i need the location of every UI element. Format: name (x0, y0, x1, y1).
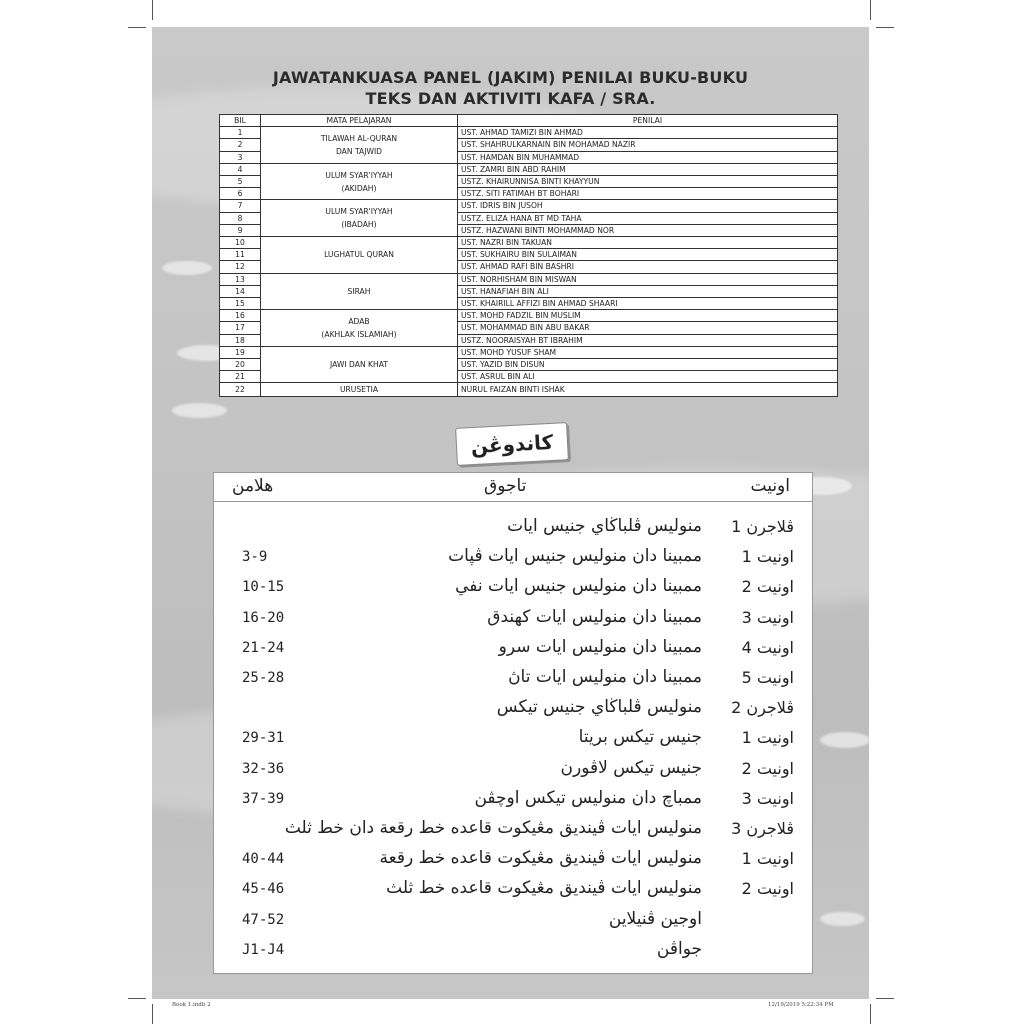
toc-unit: ڤلاجرن 2 (731, 698, 794, 718)
toc-unit: ڤلاجرن 3 (731, 819, 794, 838)
assessor-name: USTZ. NOORAISYAH BT IBRAHIM (458, 334, 838, 346)
row-number: 13 (220, 273, 261, 285)
subject-name: DAN TAJWID (335, 147, 383, 156)
toc-pages: 45-46 (242, 881, 285, 898)
toc-pages: 21-24 (242, 639, 285, 656)
toc-pages: 10-15 (242, 579, 285, 596)
background-decoration (172, 403, 227, 418)
assessor-name: UST. AHMAD TAMIZI BIN AHMAD (458, 127, 838, 139)
header-unit: اونيت (750, 476, 790, 496)
subject-cell (261, 163, 458, 200)
assessor-name: USTZ. HAZWANI BINTI MOHAMMAD NOR (458, 224, 838, 236)
assessor-name: UST. YAZID BIN DISUN (458, 359, 838, 371)
toc-unit: اونيت 3 (741, 788, 794, 808)
table-row (220, 200, 838, 212)
row-number: 9 (220, 224, 261, 236)
subject-name: ULUM SYAR'IYYAH (325, 170, 393, 180)
assessor-name: USTZ. KHAIRUNNISA BINTI KHAYYUN (458, 176, 838, 188)
assessor-name: USTZ. SITI FATIMAH BT BOHARI (458, 188, 838, 200)
table-header-row (220, 115, 838, 127)
toc-row (214, 724, 812, 754)
assessor-name: UST. NORHISHAM BIN MISWAN (458, 273, 838, 285)
toc-row (214, 936, 812, 966)
toc-pages: 3-9 (242, 549, 268, 566)
panel-table (219, 114, 838, 397)
row-number: 10 (220, 237, 261, 249)
toc-unit: اونيت 2 (741, 879, 794, 899)
toc-topic: ممبينا دان منوليس ايات كهندق (487, 606, 702, 627)
assessor-name: UST. HAMDAN BIN MUHAMMAD (458, 151, 838, 163)
contents-label: كاندوڠن (455, 422, 569, 466)
row-number: 11 (220, 249, 261, 261)
toc-row (214, 664, 812, 694)
header-bil: BIL (220, 115, 261, 127)
toc-row (214, 755, 812, 785)
subject-cell (261, 346, 458, 383)
toc-unit: ڤلاجرن 1 (731, 517, 794, 536)
subject-name: LUGHATUL QURAN (324, 250, 394, 260)
toc-topic: ممباچ دان منوليس تيكس اوچڤن (474, 787, 702, 808)
toc-unit: اونيت 1 (741, 728, 794, 748)
assessor-name: UST. IDRIS BIN JUSOH (458, 200, 838, 212)
toc-pages: 16-20 (242, 609, 285, 626)
row-number: 15 (220, 298, 261, 310)
subject-name: TILAWAH AL-QURAN (320, 134, 398, 143)
toc-row (214, 513, 812, 543)
row-number: 22 (220, 383, 261, 397)
subject-cell (261, 127, 458, 164)
toc-unit: اونيت 5 (741, 668, 794, 687)
subject-name: (AKIDAH) (341, 183, 377, 193)
toc-pages: 40-44 (242, 851, 285, 868)
subject-cell (261, 200, 458, 237)
row-number: 1 (220, 127, 261, 139)
toc-topic: ممبينا دان منوليس ايات سرو (498, 636, 702, 657)
toc-unit: اونيت 4 (741, 637, 794, 657)
subject-cell (261, 383, 458, 397)
toc-row (214, 875, 812, 905)
toc-topic: ممبينا دان منوليس ايات تاڽ (508, 667, 702, 687)
toc-row (214, 845, 812, 875)
assessor-name: UST. ASRUL BIN ALI (458, 371, 838, 383)
table-row (220, 163, 838, 175)
assessor-name: USTZ. ELIZA HANA BT MD TAHA (458, 212, 838, 224)
assessor-name: NURUL FAIZAN BINTI ISHAK (458, 383, 838, 397)
toc-pages: 47-52 (242, 911, 285, 928)
toc-topic: جنيس تيكس بريتا (578, 727, 702, 748)
assessor-name: UST. MOHD YUSUF SHAM (458, 346, 838, 358)
assessor-name: UST. SHAHRULKARNAIN BIN MOHAMAD NAZIR (458, 139, 838, 151)
toc-row (214, 815, 812, 845)
table-row (220, 383, 838, 397)
row-number: 17 (220, 322, 261, 334)
row-number: 18 (220, 334, 261, 346)
row-number: 6 (220, 188, 261, 200)
toc-row (214, 785, 812, 815)
toc-unit: اونيت 2 (741, 758, 794, 778)
table-body (220, 127, 838, 397)
assessor-name: UST. SUKHAIRU BIN SULAIMAN (458, 249, 838, 261)
toc-row (214, 604, 812, 634)
toc-topic: جواڤن (656, 938, 702, 959)
row-number: 2 (220, 139, 261, 151)
row-number: 5 (220, 176, 261, 188)
table-row (220, 346, 838, 358)
toc-topic: منوليس ڤلباڬاي جنيس تيكس (496, 697, 702, 718)
row-number: 19 (220, 346, 261, 358)
subject-name: JAWI DAN KHAT (330, 360, 388, 370)
subject-name: ADAB (348, 317, 370, 327)
row-number: 4 (220, 163, 261, 175)
subject-name: URUSETIA (339, 385, 379, 395)
contents-header (214, 473, 812, 502)
toc-row (214, 543, 812, 573)
crop-mark (152, 1004, 153, 1024)
row-number: 20 (220, 359, 261, 371)
background-decoration (820, 912, 865, 926)
table-row (220, 237, 838, 249)
table-row (220, 273, 838, 285)
crop-mark (876, 998, 894, 999)
row-number: 14 (220, 285, 261, 297)
crop-mark (152, 0, 153, 20)
crop-mark (128, 998, 146, 999)
subject-cell (261, 273, 458, 310)
subject-cell (261, 237, 458, 274)
toc-unit: اونيت 2 (741, 577, 794, 597)
subject-name: (IBADAH) (341, 220, 377, 230)
row-number: 12 (220, 261, 261, 273)
toc-row (214, 694, 812, 724)
toc-topic: ممبينا دان منوليس جنيس ايات ڤڽات (448, 546, 702, 567)
header-subject: MATA PELAJARAN (261, 115, 458, 127)
toc-topic: منوليس ڤلباڬاي جنيس ايات (507, 516, 702, 536)
crop-mark (128, 27, 146, 28)
row-number: 16 (220, 310, 261, 322)
toc-row (214, 573, 812, 603)
header-topic: تاجوق (484, 476, 527, 496)
crop-mark (870, 0, 871, 20)
toc-pages: 29-31 (242, 730, 285, 747)
row-number: 21 (220, 371, 261, 383)
row-number: 8 (220, 212, 261, 224)
toc-topic: ممبينا دان منوليس جنيس ايات نفي (455, 576, 702, 597)
crop-mark (876, 27, 894, 28)
toc-pages: 25-28 (242, 670, 285, 686)
page-title (152, 67, 869, 109)
toc-pages: J1-J4 (242, 941, 285, 958)
assessor-name: UST. MOHD FADZIL BIN MUSLIM (458, 310, 838, 322)
assessor-name: UST. MOHAMMAD BIN ABU BAKAR (458, 322, 838, 334)
title-line-2: TEKS DAN AKTIVITI KAFA / SRA. (365, 89, 656, 108)
toc-topic: منوليس ايات ڤينديق مڠيكوت قاعده خط ثلث (386, 878, 702, 899)
assessor-name: UST. AHMAD RAFI BIN BASHRI (458, 261, 838, 273)
crop-mark (870, 1004, 871, 1024)
header-page: هلامن (232, 476, 274, 496)
table-row (220, 127, 838, 139)
toc-unit: اونيت 1 (741, 547, 794, 567)
toc-topic: جنيس تيكس لاڤورن (560, 757, 702, 778)
footer-file-info: Book 1.indb 2 (172, 1002, 211, 1008)
toc-pages: 37-39 (242, 790, 285, 807)
subject-name: SIRAH (347, 286, 371, 296)
background-decoration (162, 261, 212, 275)
subject-name: ULUM SYAR'IYYAH (325, 207, 393, 217)
toc-topic: منوليس ايات ڤينديق مڠيكوت قاعده خط رقعة دان خط ثلث (284, 818, 702, 838)
header-assessor: PENILAI (458, 115, 838, 127)
table-row (220, 310, 838, 322)
row-number: 7 (220, 200, 261, 212)
background-decoration (820, 732, 869, 748)
subject-name: (AKHLAK ISLAMIAH) (321, 330, 397, 340)
toc-topic: منوليس ايات ڤينديق مڠيكوت قاعده خط رقعة (379, 848, 702, 869)
toc-pages: 32-36 (242, 760, 285, 777)
page-sheet (152, 27, 869, 999)
toc-topic: اوجين ڤنيلاين (608, 908, 702, 929)
footer-timestamp: 12/19/2019 5:22:34 PM (768, 1002, 834, 1008)
row-number: 3 (220, 151, 261, 163)
assessor-name: UST. ZAMRI BIN ABD RAHIM (458, 163, 838, 175)
toc-unit: اونيت 1 (741, 849, 794, 869)
toc-row (214, 634, 812, 664)
subject-cell (261, 310, 458, 347)
toc-unit: اونيت 3 (741, 607, 794, 627)
assessor-name: UST. KHAIRILL AFFIZI BIN AHMAD SHAARI (458, 298, 838, 310)
assessor-name: UST. NAZRI BIN TAKUAN (458, 237, 838, 249)
toc-row (214, 906, 812, 936)
assessor-name: UST. HANAFIAH BIN ALI (458, 285, 838, 297)
contents-box (213, 472, 813, 974)
title-line-1: JAWATANKUASA PANEL (JAKIM) PENILAI BUKU-BUKU (272, 68, 749, 87)
